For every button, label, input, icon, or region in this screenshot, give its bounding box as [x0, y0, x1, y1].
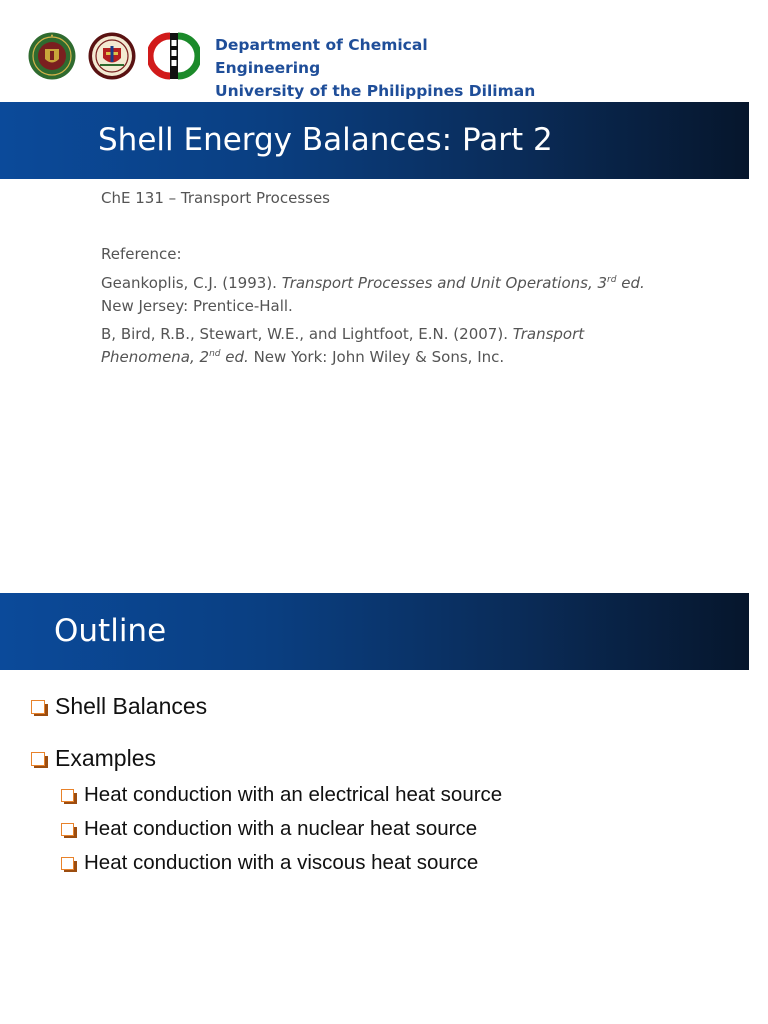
outline-subitem-label: Heat conduction with a nuclear heat source: [84, 817, 478, 840]
reference-1-line-2: New Jersey: Prentice-Hall.: [101, 297, 293, 315]
checkbox-bullet-icon: [31, 752, 45, 766]
college-of-engineering-seal-icon: [88, 32, 136, 80]
outline-subitem: [61, 783, 502, 807]
department-name: [215, 34, 535, 103]
checkbox-bullet-icon: [31, 700, 45, 714]
outline-subitem-label: Heat conduction with a viscous heat source: [84, 851, 479, 874]
outline-title-bar: [0, 593, 749, 670]
reference-label: Reference:: [101, 245, 182, 263]
reference-1-line-1: [101, 274, 645, 292]
title-bar: [0, 102, 749, 179]
reference-2-title-a: Transport: [512, 325, 585, 343]
reference-2-line-1: [101, 325, 584, 343]
outline-item-label: Examples: [55, 745, 156, 771]
outline-item: [31, 693, 207, 720]
reference-1-author: Geankoplis, C.J. (1993).: [101, 274, 282, 292]
checkbox-bullet-icon: [61, 857, 74, 870]
checkbox-bullet-icon: [61, 789, 74, 802]
reference-2-publisher: New York: John Wiley & Sons, Inc.: [248, 348, 505, 366]
reference-2-line-2: [101, 348, 504, 366]
outline-item: [31, 745, 156, 772]
outline-item-label: Shell Balances: [55, 693, 208, 719]
outline-subitem: [61, 851, 478, 875]
outline-subitem-label: Heat conduction with an electrical heat source: [84, 783, 503, 806]
outline-subitem: [61, 817, 477, 841]
slide-title: Shell Energy Balances: Part 2: [98, 122, 553, 158]
reference-2-title-b: Phenomena, 2nd ed.: [101, 348, 249, 366]
reference-2-author: B, Bird, R.B., Stewart, W.E., and Lightfoot, E.N. (2007).: [101, 325, 513, 343]
outline-title: Outline: [54, 613, 167, 649]
reference-1-title: Transport Processes and Unit Operations, 3rd ed.: [281, 274, 645, 292]
department-line-1: Department of Chemical: [215, 36, 428, 54]
up-seal-icon: [28, 32, 76, 80]
course-subtitle: ChE 131 – Transport Processes: [101, 189, 330, 207]
department-line-2: Engineering: [215, 59, 321, 77]
checkbox-bullet-icon: [61, 823, 74, 836]
che-department-logo-icon: [148, 32, 200, 80]
department-line-3: University of the Philippines Diliman: [215, 82, 536, 100]
